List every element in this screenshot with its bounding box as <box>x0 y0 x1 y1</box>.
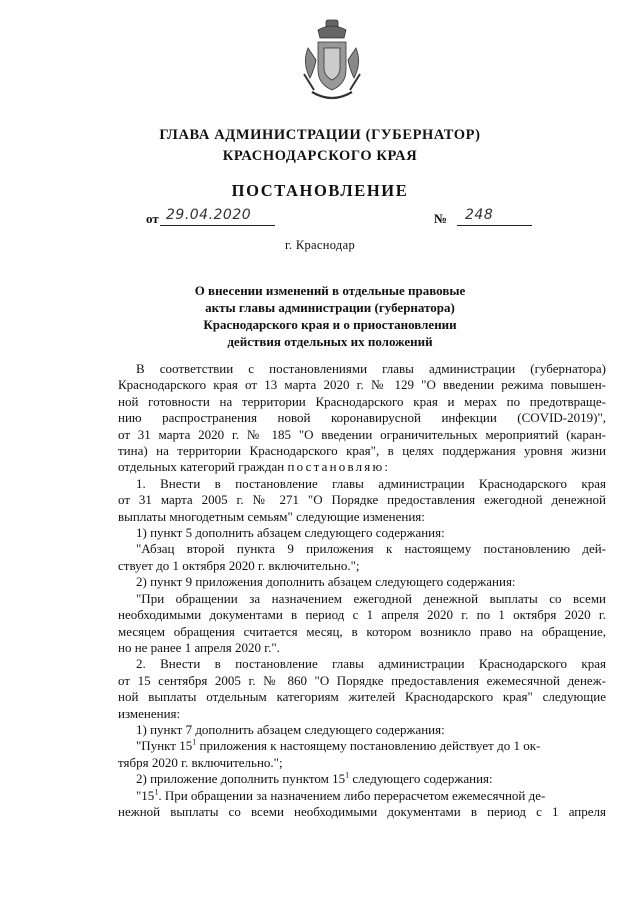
body-line: В соответствии с постановлениями главы администрации (губернатора) <box>136 361 606 376</box>
superscript: 1 <box>154 787 159 797</box>
body-line: 1) пункт 5 дополнить абзацем следующего содержания: <box>136 525 445 541</box>
body-line: 2. Внести в постановление главы администрации Краснодарского края <box>136 656 606 672</box>
body-line: месяцем обращения считается месяц, в котором возникло право на обращение, <box>118 623 606 639</box>
body-line: "При обращении за назначением ежегодной денежной выплаты со всеми <box>136 590 606 606</box>
body-line: 2) пункт 9 приложения дополнить абзацем следующего содержания: <box>136 574 516 590</box>
city-line: г. Краснодар <box>285 238 355 252</box>
text-fragment: "Пункт 15 <box>136 738 193 754</box>
number-handwritten-value: 248 <box>465 207 494 223</box>
text-fragment: 2) приложение дополнить пунктом 15 <box>136 771 346 787</box>
body-line <box>118 459 606 475</box>
body-line: от 31 марта 2020 г. № 185 "О введении ограничительных мероприятий (каран- <box>118 426 606 442</box>
document-type-heading: ПОСТАНОВЛЕНИЕ <box>231 181 409 200</box>
body-line: 1) пункт 7 дополнить абзацем следующего содержания: <box>136 721 445 737</box>
text-fragment: следующего содержания: <box>349 771 493 787</box>
date-label: от <box>146 211 159 226</box>
body-line: нию распространения новой коронавирусной инфекции (COVID-2019)", <box>118 410 606 426</box>
document-title <box>180 282 480 350</box>
body-line: ной готовности на территории Краснодарского края и мерах по предотвраще- <box>118 393 606 409</box>
text-fragment: "15 <box>136 787 155 803</box>
date-underline <box>160 225 275 226</box>
title-line: действия отдельных их положений <box>227 334 433 349</box>
body-line: необходимыми документами в период с 1 апреля 2020 г. по 1 октября 2020 г. <box>118 607 606 623</box>
title-line: Краснодарского края и о приостановлении <box>203 317 457 332</box>
body-line: тина) на территории Краснодарского края", в целях поддержания уровня жизни <box>118 443 606 459</box>
document-body <box>118 361 606 820</box>
date-handwritten-value: 29.04.2020 <box>166 207 252 223</box>
text-fragment: . При обращении за назначением либо перерасчетом ежемесячной де- <box>158 787 546 803</box>
krasnodar-coat-of-arms-emblem <box>300 18 364 106</box>
body-line: изменения: <box>118 705 181 721</box>
title-line: акты главы администрации (губернатора) <box>205 300 455 315</box>
body-line: Краснодарского края от 13 марта 2020 г. № 129 "О введении режима повышен- <box>118 377 606 393</box>
body-line: выплаты многодетным семьям" следующие изменения: <box>118 508 425 524</box>
body-line: от 15 сентября 2005 г. № 860 "О Порядке предоставления ежемесячной денеж- <box>118 672 606 688</box>
body-line: ной выплаты отдельным категориям жителей Краснодарского края" следующие <box>118 689 606 705</box>
body-line <box>118 771 606 787</box>
body-line <box>118 738 606 754</box>
superscript: 1 <box>192 738 197 748</box>
title-line: О внесении изменений в отдельные правовые <box>194 283 466 298</box>
issuer-title-line-2: КРАСНОДАРСКОГО КРАЯ <box>222 148 418 164</box>
body-line: от 31 марта 2005 г. № 271 "О Порядке предоставления ежегодной денежной <box>118 492 606 508</box>
body-line: 1. Внести в постановление главы администрации Краснодарского края <box>136 475 606 491</box>
number-label: № <box>434 211 448 226</box>
body-line <box>118 788 606 804</box>
preamble-ending: отдельных категорий граждан <box>118 459 285 475</box>
text-fragment: приложения к настоящему постановлению действует до 1 ок- <box>196 738 541 754</box>
body-line: ствует до 1 октября 2020 г. включительно."; <box>118 557 360 573</box>
body-line: тября 2020 г. включительно."; <box>118 754 283 770</box>
body-line: "Абзац второй пункта 9 приложения к настоящему постановлению дей- <box>136 541 606 557</box>
body-line: нежной выплаты со всеми необходимыми документами в период с 1 апреля <box>118 803 606 819</box>
superscript: 1 <box>345 770 350 780</box>
body-line: но не ранее 1 апреля 2020 г.". <box>118 639 280 655</box>
decree-word: постановляю: <box>287 459 391 475</box>
number-underline <box>457 225 532 226</box>
issuer-title-line-1: ГЛАВА АДМИНИСТРАЦИИ (ГУБЕРНАТОР) <box>159 127 481 143</box>
